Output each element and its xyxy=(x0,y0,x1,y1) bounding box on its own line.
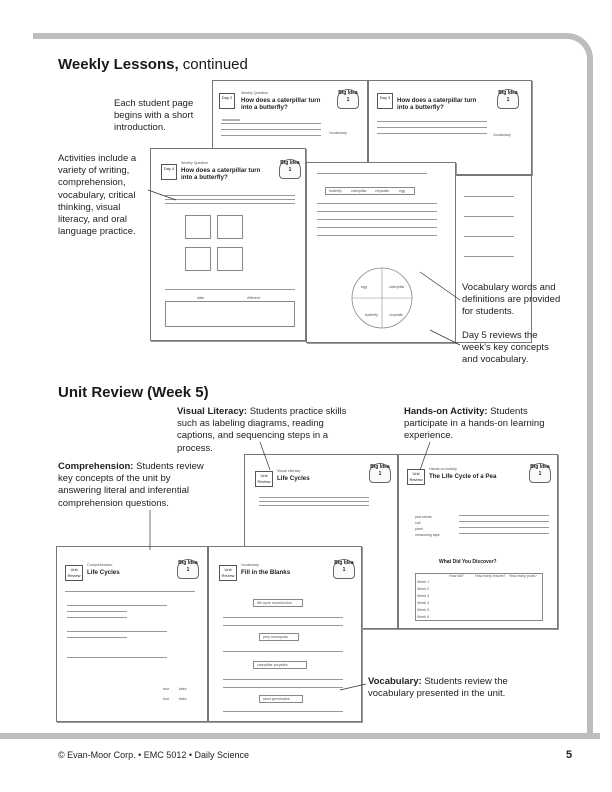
col-alike: alike xyxy=(197,296,205,300)
weekly-question-label: Weekly Question xyxy=(181,161,209,165)
table-row-label: Week 2 xyxy=(417,587,430,591)
table-header: How many pods? xyxy=(509,574,537,578)
cycle-caterpillar: caterpillar xyxy=(389,285,405,289)
weekly-question-title: How does a caterpillar turn into a butterfly? xyxy=(181,167,261,181)
cycle-chrysalis: chrysalis xyxy=(389,313,403,317)
word-pair: seed germinates xyxy=(263,697,290,701)
table-row-label: Week 6 xyxy=(417,615,430,619)
word-bank-item: caterpillar xyxy=(351,189,367,193)
word-bank-item: butterfly xyxy=(329,189,342,193)
page-type-label: Comprehension xyxy=(87,563,113,567)
page-title: Fill in the Blanks xyxy=(241,569,291,576)
cycle-egg: egg xyxy=(361,285,367,289)
callout-comprehension: Comprehension: Students review key concepts of the unit by answering literal and inferential comprehension questions. xyxy=(58,461,204,509)
false-option: false xyxy=(179,687,187,691)
callout-intro: Each student page begins with a short introduction. xyxy=(114,98,194,134)
page-number: 5 xyxy=(566,749,573,761)
vocabulary-label: Vocabulary xyxy=(493,133,511,137)
footer-copyright: © Evan-Moor Corp. • EMC 5012 • Daily Science xyxy=(58,750,250,760)
word-bank-item: chrysalis xyxy=(375,189,389,193)
unit-review-heading: Unit Review (Week 5) xyxy=(58,384,209,401)
col-different: different xyxy=(247,296,260,300)
material-item: measuring tape xyxy=(415,533,440,537)
unit-badge: Unit Review xyxy=(255,471,273,487)
big-idea-icon: Big Idea 1 xyxy=(177,559,199,579)
day-badge: Day 3 xyxy=(377,93,393,109)
day-badge: Day 2 xyxy=(219,93,235,109)
false-option: false xyxy=(179,697,187,701)
word-pair: life cycle reproduction xyxy=(257,601,292,605)
word-pair: caterpillar chrysalis xyxy=(257,663,288,667)
big-idea-icon: Big Idea 1 xyxy=(337,89,359,109)
page-type-label: Visual Literacy xyxy=(277,469,301,473)
callout-activities: Activities include a variety of writing, comprehension, vocabulary, critical thinking, visual literacy, and oral language practice. xyxy=(58,153,137,238)
callout-visual-literacy: Visual Literacy: Students practice skills such as labeling diagrams, reading captions, and sequencing steps in a process. xyxy=(177,406,347,454)
table-title: What Did You Discover? xyxy=(439,559,497,565)
word-bank-item: egg xyxy=(399,189,405,193)
weekly-question-title: How does a caterpillar turn into a butterfly? xyxy=(241,97,321,111)
callout-vocab-words: Vocabulary words and definitions are provided for students. xyxy=(462,282,561,318)
callout-hands-on: Hands-on Activity: Students participate in a hands-on learning experience. xyxy=(404,406,545,442)
word-pair: prey monopods xyxy=(263,635,288,639)
big-idea-icon: Big Idea 1 xyxy=(333,559,355,579)
material-item: pea seeds xyxy=(415,515,432,519)
page-type-label: Hands-on Activity xyxy=(429,467,457,471)
table-row-label: Week 3 xyxy=(417,594,430,598)
vocabulary-label: Vocabulary xyxy=(329,131,347,135)
cycle-butterfly: butterfly xyxy=(365,313,378,317)
page-type-label: Vocabulary xyxy=(241,563,259,567)
weekly-question-title: How does a caterpillar turn into a butterfly? xyxy=(397,97,477,111)
table-row-label: Week 5 xyxy=(417,608,430,612)
table-header: How many leaves? xyxy=(475,574,506,578)
unit-badge: Unit Review xyxy=(65,565,83,581)
material-item: soil xyxy=(415,521,421,525)
page-title: Life Cycles xyxy=(87,569,120,576)
page-title: The Life Cycle of a Pea xyxy=(429,473,497,480)
page-title: Life Cycles xyxy=(277,475,310,482)
table-header: How tall? xyxy=(449,574,464,578)
unit-badge: Unit Review xyxy=(407,469,425,485)
true-option: true xyxy=(163,697,170,701)
weekly-question-label: Weekly Question xyxy=(241,91,269,95)
day-badge: Day 4 xyxy=(161,164,177,180)
callout-vocabulary: Vocabulary: Students review the vocabulary presented in the unit. xyxy=(368,676,508,700)
big-idea-icon: Big Idea 1 xyxy=(529,463,551,483)
table-row-label: Week 1 xyxy=(417,580,430,584)
big-idea-icon: Big Idea 1 xyxy=(497,89,519,109)
material-item: plant xyxy=(415,527,423,531)
callout-day5: Day 5 reviews the week's key concepts and vocabulary. xyxy=(462,330,549,366)
true-option: true xyxy=(163,687,170,691)
big-idea-icon: Big Idea 1 xyxy=(369,463,391,483)
weekly-lessons-heading: Weekly Lessons, continued xyxy=(58,56,248,73)
table-row-label: Week 4 xyxy=(417,601,430,605)
unit-badge: Unit Review xyxy=(219,565,237,581)
big-idea-icon: Big Idea 1 xyxy=(279,159,301,179)
